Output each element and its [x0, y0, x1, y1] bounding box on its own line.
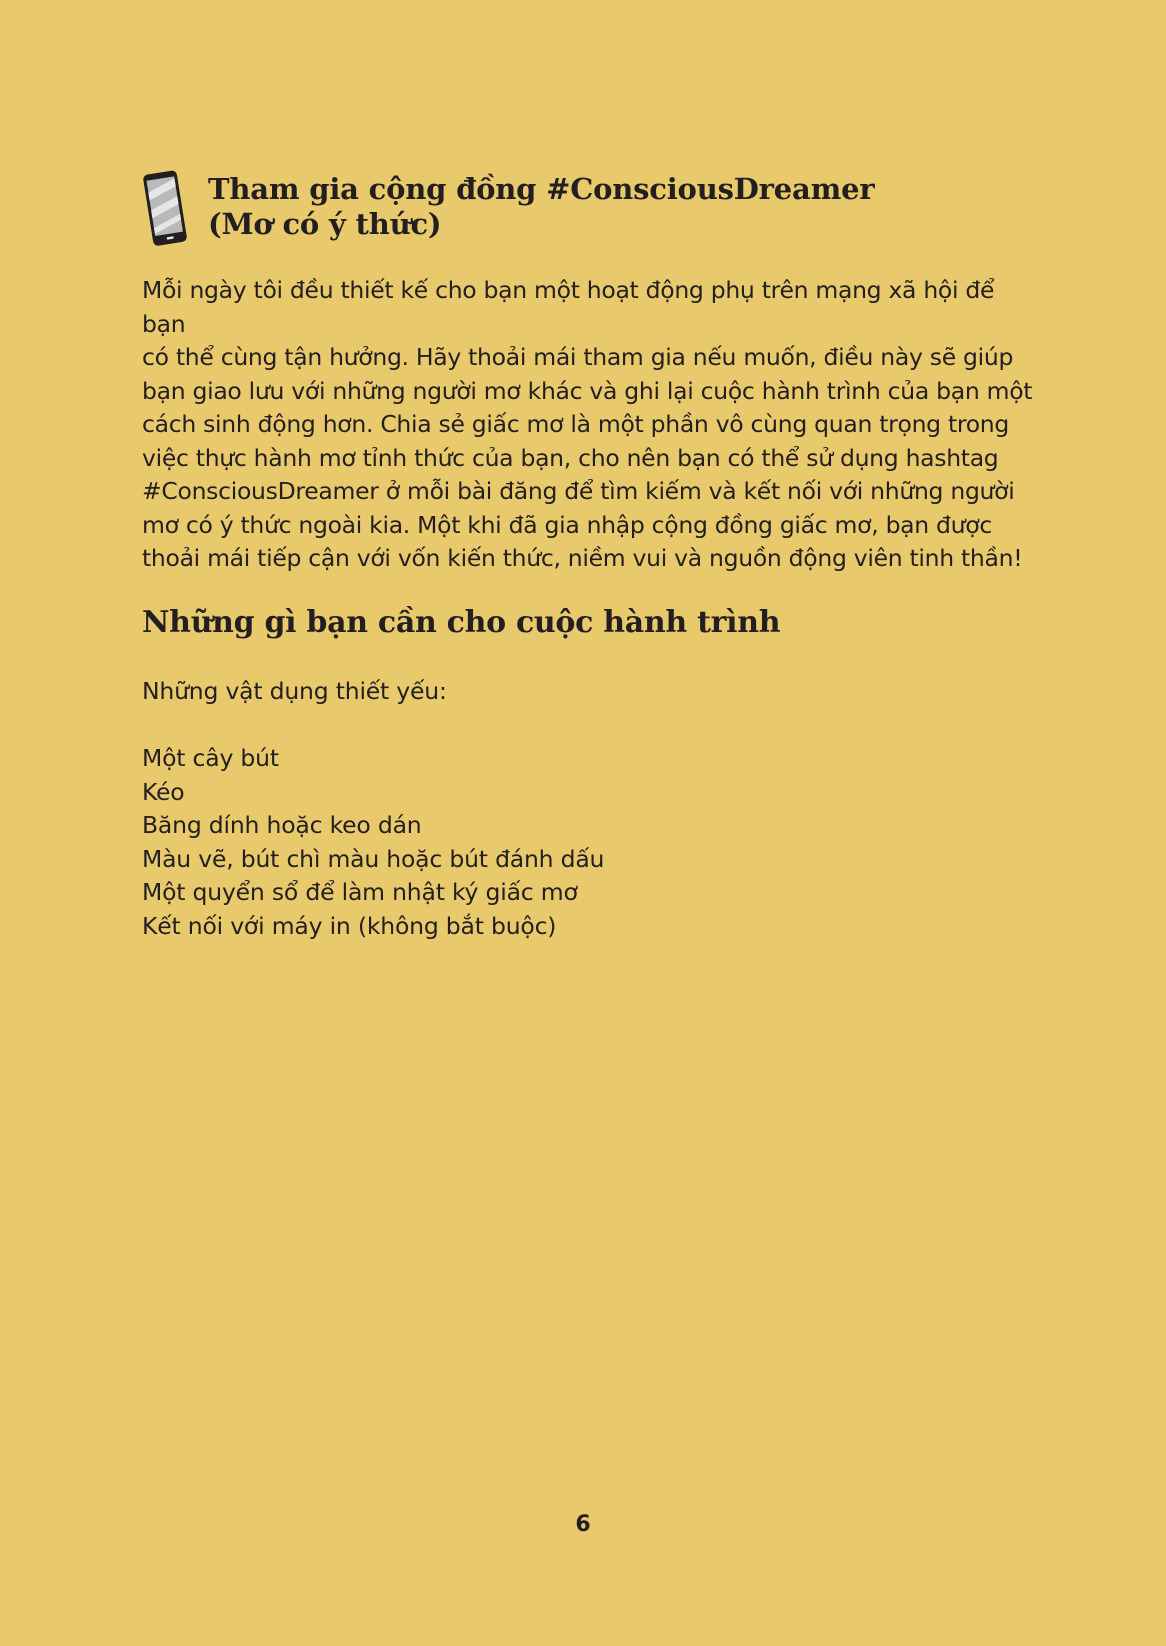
intro-paragraph	[142, 274, 1042, 576]
essentials-label: Những vật dụng thiết yếu:	[142, 677, 447, 705]
smartphone-icon	[140, 168, 192, 248]
list-item: Màu vẽ, bút chì màu hoặc bút đánh dấu	[142, 844, 605, 873]
intro-line: mơ có ý thức ngoài kia. Một khi đã gia nhập cộng đồng giấc mơ, bạn được	[142, 510, 992, 539]
intro-line: có thể cùng tận hưởng. Hãy thoải mái tham gia nếu muốn, điều này sẽ giúp	[142, 343, 1014, 371]
section-title	[208, 172, 874, 242]
section-header	[140, 168, 1040, 248]
list-item: Kéo	[142, 777, 185, 806]
list-item: Một cây bút	[142, 744, 279, 772]
intro-line: việc thực hành mơ tỉnh thức của bạn, cho nên bạn có thể sử dụng hashtag	[142, 443, 999, 472]
list-item: Kết nối với máy in (không bắt buộc)	[142, 911, 557, 940]
intro-line: cách sinh động hơn. Chia sẻ giấc mơ là một phần vô cùng quan trọng trong	[142, 410, 1010, 438]
page-number: 6	[575, 1512, 591, 1537]
intro-line: thoải mái tiếp cận với vốn kiến thức, niềm vui và nguồn động viên tinh thần!	[142, 544, 1023, 572]
supplies-heading: Những gì bạn cần cho cuộc hành trình	[142, 605, 781, 640]
section-title-line-1: Tham gia cộng đồng #ConsciousDreamer	[208, 172, 875, 206]
section-title-line-2: (Mơ có ý thức)	[208, 207, 442, 241]
supplies-list	[142, 742, 604, 943]
list-item: Một quyển sổ để làm nhật ký giấc mơ	[142, 878, 578, 906]
intro-line: bạn giao lưu với những người mơ khác và ghi lại cuộc hành trình của bạn một	[142, 376, 1033, 405]
list-item: Băng dính hoặc keo dán	[142, 811, 422, 839]
intro-line: #ConsciousDreamer ở mỗi bài đăng để tìm kiếm và kết nối với những người	[142, 477, 1015, 505]
intro-line: Mỗi ngày tôi đều thiết kế cho bạn một hoạt động phụ trên mạng xã hội để bạn	[142, 276, 995, 338]
